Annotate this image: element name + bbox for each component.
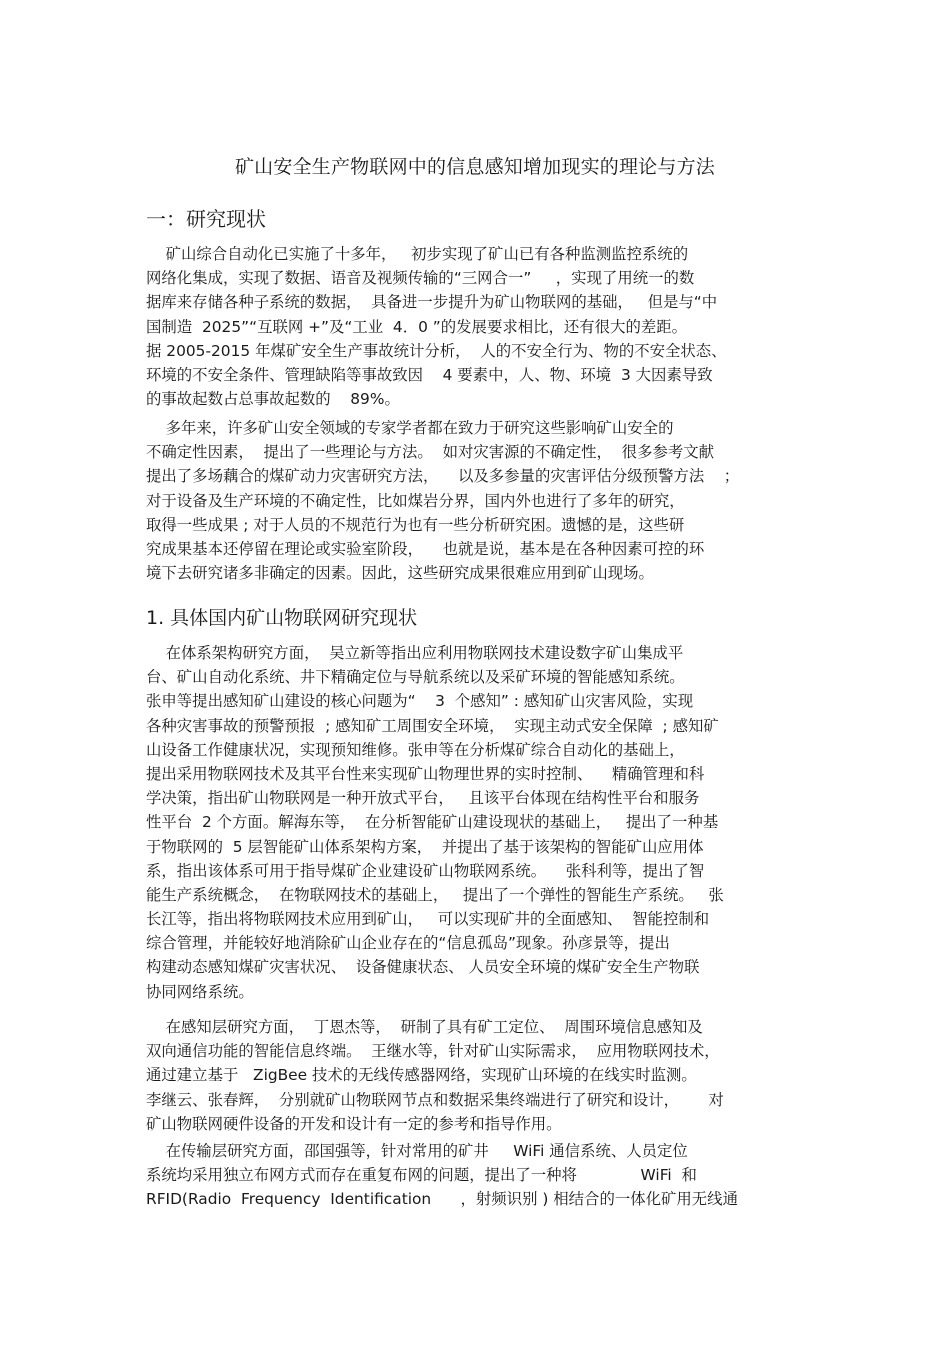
text-line: 矿山综合自动化已实施了十多年， 初步实现了矿山已有各种监测监控系统的 — [146, 245, 689, 263]
text-line: 提出采用物联网技术及其平台性来实现矿山物理世界的实时控制、 精确管理和科 — [146, 764, 705, 783]
text-line: 多年来，许多矿山安全领域的专家学者都在致力于研究这些影响矿山安全的 — [146, 419, 674, 437]
text-line: 系统均采用独立布网方式而存在重复布网的问题，提出了一种将 WiFi 和 — [146, 1166, 697, 1185]
text-line: 提出了多场藕合的煤矿动力灾害研究方法， 以及多参量的灾害评估分级预警方法 ； — [146, 467, 740, 486]
text-line: 综合管理，并能较好地消除矿山企业存在的“信息孤岛”现象。孙彦景等，提出 — [146, 934, 670, 953]
paragraph-architecture-research — [146, 641, 826, 1004]
text-line: 张申等提出感知矿山建设的核心问题为“ 3 个感知” : 感知矿山灾害风险，实现 — [146, 692, 694, 711]
text-line: 各种灾害事故的预警预报 ; 感知矿工周围安全环境， 实现主动式安全保障 ; 感知矿 — [146, 716, 719, 735]
text-line: 于物联网的 5 层智能矿山体系架构方案， 并提出了基于该架构的智能矿山应用体 — [146, 837, 704, 856]
subsection-heading-domestic-status: 1. 具体国内矿山物联网研究现状 — [146, 607, 418, 629]
text-line: 长江等，指出将物联网技术应用到矿山， 可以实现矿井的全面感知、 智能控制和 — [146, 910, 710, 929]
text-line: 双向通信功能的智能信息终端。 王继水等，针对矿山实际需求， 应用物联网技术， — [146, 1042, 720, 1061]
text-line: 通过建立基于 ZigBee 技术的无线传感器网络，实现矿山环境的在线实时监测。 — [146, 1066, 697, 1085]
text-line: 在体系架构研究方面， 吴立新等指出应利用物联网技术建设数字矿山集成平 — [146, 644, 684, 662]
paragraph-uncertainty-research — [146, 416, 826, 585]
text-line: 构建动态感知煤矿灾害状况、 设备健康状态、 人员安全环境的煤矿安全生产物联 — [146, 958, 700, 977]
text-line: 据库来存储各种子系统的数据， 具备进一步提升为矿山物联网的基础， 但是与“中 — [146, 293, 718, 312]
text-line: 国制造 2025”“互联网 +”及“工业 4．0 ”的发展要求相比，还有很大的差距。 — [146, 317, 688, 336]
text-line: 据 2005-2015 年煤矿安全生产事故统计分析， 人的不安全行为、物的不安全状态、 — [146, 341, 727, 360]
text-line: 取得一些成果 ; 对于人员的不规范行为也有一些分析研究困。遗憾的是，这些研 — [146, 515, 685, 534]
text-line: 的事故起数占总事故起数的 89%。 — [146, 390, 400, 409]
text-line: 台、矿山自动化系统、井下精确定位与导航系统以及采矿环境的智能感知系统。 — [146, 668, 685, 687]
text-line: RFID(Radio Frequency Identification ，射频识别 ) 相结合的一体化矿用无线通 — [146, 1190, 738, 1209]
text-line: 矿山物联网硬件设备的开发和设计有一定的参考和指导作用。 — [146, 1114, 562, 1133]
text-line: 境下去研究诸多非确定的因素。因此，这些研究成果很难应用到矿山现场。 — [146, 564, 654, 583]
document-title: 矿山安全生产物联网中的信息感知增加现实的理论与方法 — [234, 156, 715, 178]
text-line: 在传输层研究方面，邵国强等，针对常用的矿井 WiFi 通信系统、人员定位 — [146, 1142, 688, 1160]
text-line: 系，指出该体系可用于指导煤矿企业建设矿山物联网系统。 张科利等，提出了智 — [146, 861, 705, 880]
text-line: 性平台 2 个方面。解海东等， 在分析智能矿山建设现状的基础上， 提出了一种基 — [146, 813, 719, 832]
paragraph-automation-status — [146, 242, 826, 411]
text-line: 环境的不安全条件、管理缺陷等事故致因 4 要素中，人、物、环境 3 大因素导致 — [146, 365, 713, 384]
text-line: 究成果基本还停留在理论或实验室阶段， 也就是说，基本是在各种因素可控的环 — [146, 539, 705, 558]
text-line: 在感知层研究方面， 丁恩杰等， 研制了具有矿工定位、 周围环境信息感知及 — [146, 1018, 703, 1036]
text-line: 山设备工作健康状况，实现预知维修。张申等在分析煤矿综合自动化的基础上， — [146, 740, 685, 759]
text-line: 不确定性因素， 提出了一些理论与方法。 如对灾害源的不确定性， 很多参考文献 — [146, 443, 715, 462]
text-line: 对于设备及生产环境的不确定性，比如煤岩分界，国内外也进行了多年的研究， — [146, 491, 685, 510]
section-heading-research-status: 一：研究现状 — [146, 207, 266, 231]
text-line: 能生产系统概念， 在物联网技术的基础上， 提出了一个弹性的智能生产系统。 张 — [146, 885, 724, 904]
text-line: 协同网络系统。 — [146, 982, 254, 1001]
text-line: 李继云、张春辉， 分别就矿山物联网节点和数据采集终端进行了研究和设计， 对 — [146, 1090, 724, 1109]
text-line: 网络化集成，实现了数据、语音及视频传输的“三网合一” ，实现了用统一的数 — [146, 269, 695, 288]
paragraph-transport-layer-research — [146, 1139, 826, 1212]
text-line: 学决策，指出矿山物联网是一种开放式平台， 且该平台体现在结构性平台和服务 — [146, 789, 700, 808]
paragraph-sensing-layer-research — [146, 1015, 826, 1136]
